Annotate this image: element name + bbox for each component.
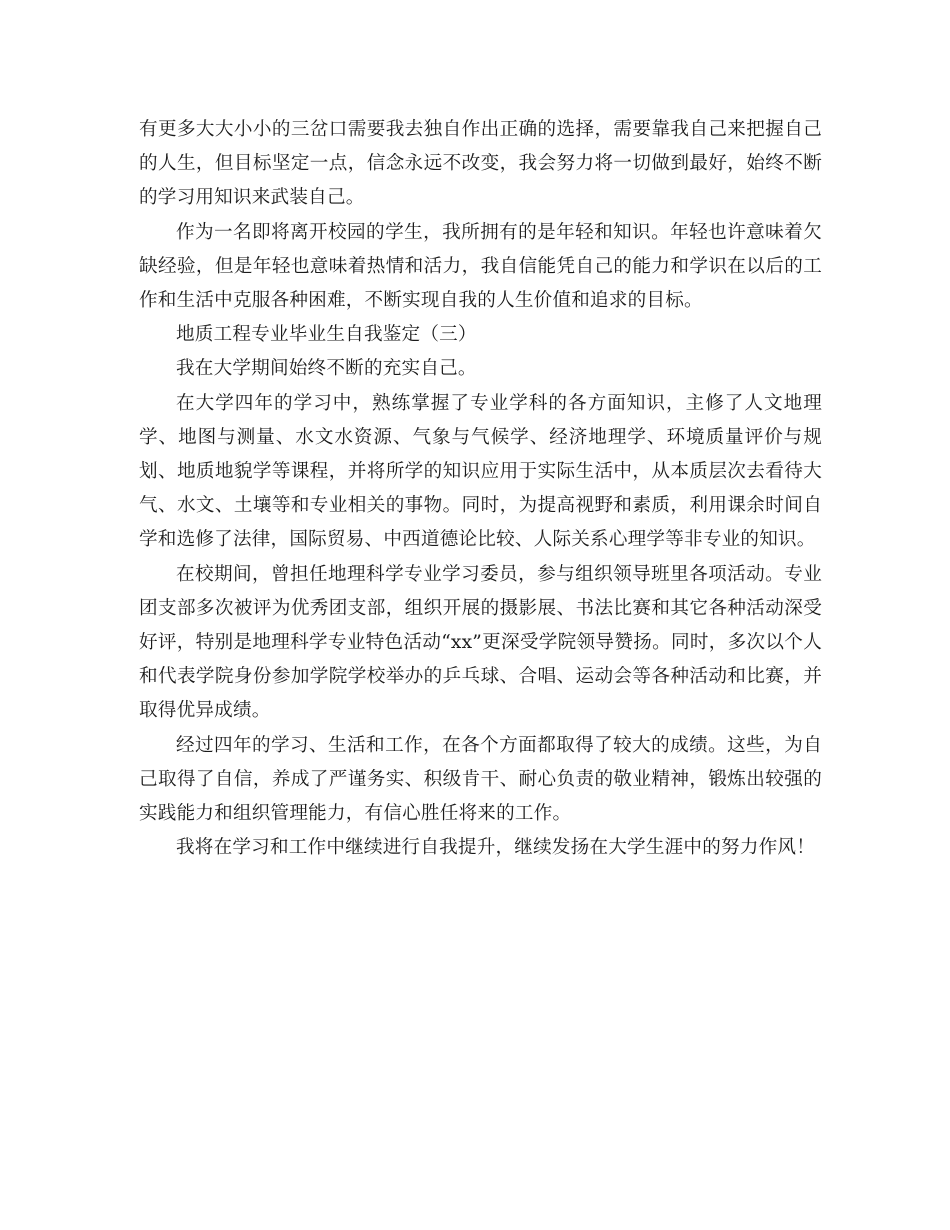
paragraph: 在校期间，曾担任地理科学专业学习委员，参与组织领导班里各项活动。专业团支部多次被评为优秀团支部，组织开展的摄影展、书法比赛和其它各种活动深受好评，特别是地理科学专业特色活动“xx”更深受学院领导赞扬。同时，多次以个人和代表学院身份参加学院学校举办的乒乓球、合唱、运动会等各种活动和比赛，并取得优异成绩。 — [139, 563, 822, 722]
paragraph: 作为一名即将离开校园的学生，我所拥有的是年轻和知识。年轻也许意味着欠缺经验，但是年轻也意味着热情和活力，我自信能凭自己的能力和学识在以后的工作和生活中克服各种困难，不断实现自我的人生价值和追求的目标。 — [139, 221, 822, 312]
document-body — [139, 113, 822, 865]
paragraph: 我将在学习和工作中继续进行自我提升，继续发扬在大学生涯中的努力作风！ — [176, 837, 815, 859]
section-heading: 地质工程专业毕业生自我鉴定（三） — [176, 324, 477, 346]
paragraph: 在大学四年的学习中，熟练掌握了专业学科的各方面知识，主修了人文地理学、地图与测量、水文水资源、气象与气候学、经济地理学、环境质量评价与规划、地质地貌学等课程，并将所学的知识应用于实际生活中，从本质层次去看待大气、水文、土壤等和专业相关的事物。同时，为提高视野和素质，利用课余时间自学和选修了法律，国际贸易、中西道德论比较、人际关系心理学等非专业的知识。 — [139, 392, 822, 551]
paragraph: 经过四年的学习、生活和工作，在各个方面都取得了较大的成绩。这些，为自己取得了自信，养成了严谨务实、积级肯干、耐心负责的敬业精神，锻炼出较强的实践能力和组织管理能力，有信心胜任将来的工作。 — [139, 734, 822, 825]
paragraph-continuation: 有更多大大小小的三岔口需要我去独自作出正确的选择，需要靠我自己来把握自己的人生，但目标坚定一点，信念永远不改变，我会努力将一切做到最好，始终不断的学习用知识来武装自己。 — [139, 119, 822, 209]
paragraph: 我在大学期间始终不断的充实自己。 — [176, 358, 477, 380]
